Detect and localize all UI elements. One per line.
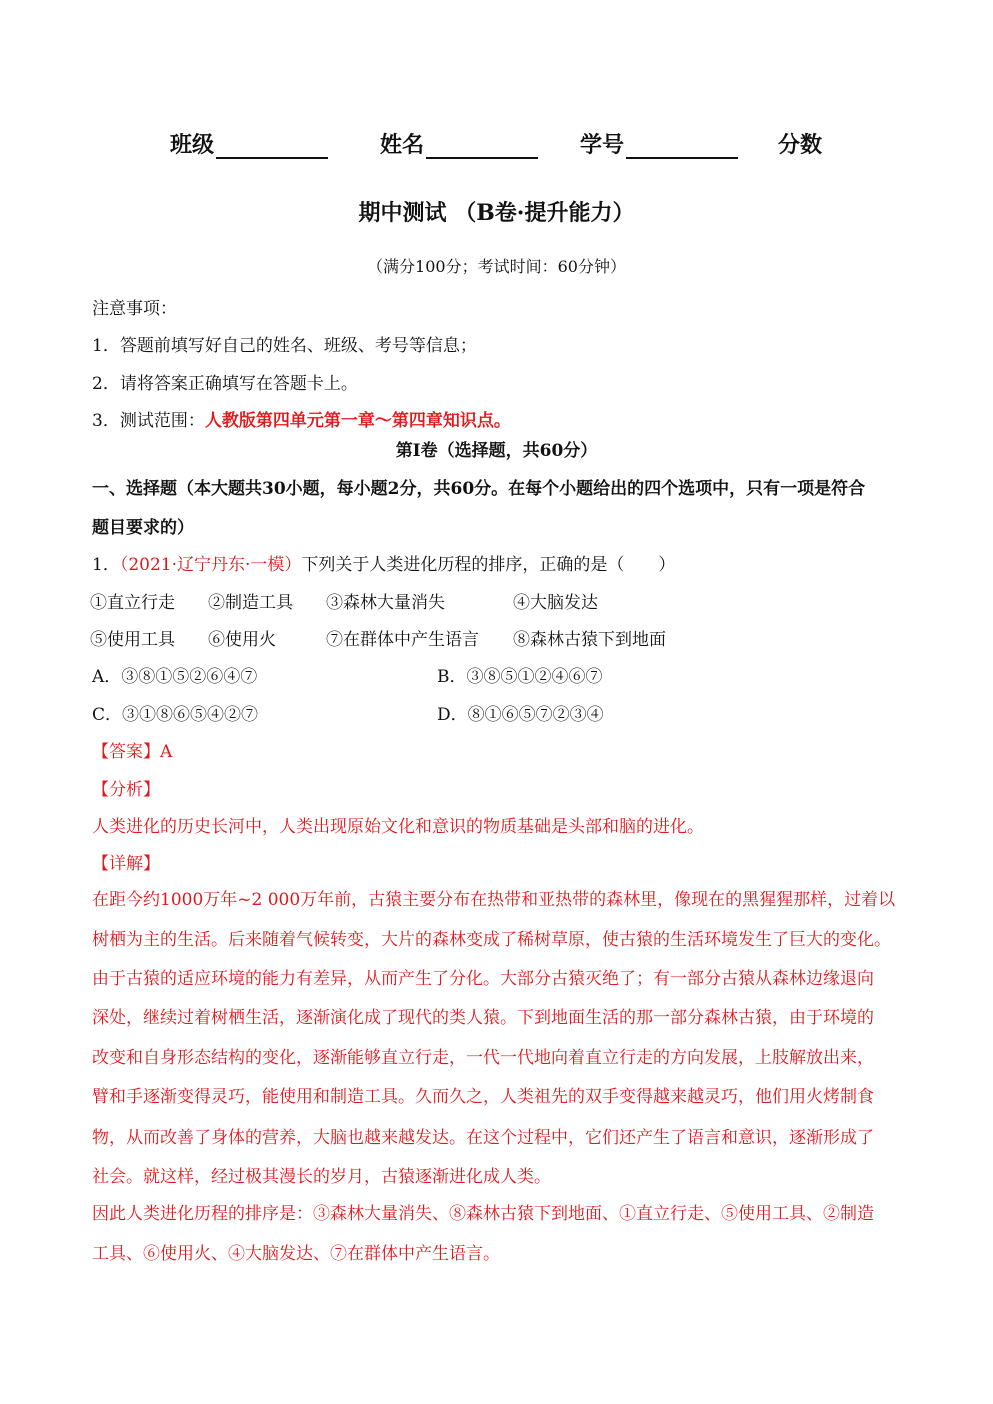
question-source: （2021·辽宁丹东·一模） [119,555,302,575]
detail-line: 由于古猿的适应环境的能力有差异，从而产生了分化。大部分古猿灭绝了；有一部分古猿从森林边缘退向 [92,969,874,989]
analysis-label: 【分析】 [92,780,160,800]
detail-label: 【详解】 [92,854,160,874]
student-info-row [0,128,993,168]
notice-item-2: 2．请将答案正确填写在答题卡上。 [92,374,358,394]
item-8: ⑧森林古猿下到地面 [513,630,666,650]
item-1: ①直立行走 [90,593,175,613]
detail-line: 树栖为主的生活。后来随着气候转变，大片的森林变成了稀树草原，使古猿的生活环境发生了巨大的变化。 [92,930,891,950]
score-label: 分数 [778,132,823,158]
detail-line: 在距今约1000万年~2 000万年前，古猿主要分布在热带和亚热带的森林里，像现在的黑猩猩那样，过着以 [92,890,896,910]
detail-line: 改变和自身形态结构的变化，逐渐能够直立行走，一代一代地向着直立行走的方向发展，上肢解放出来， [92,1048,874,1068]
notice-item-1: 1．答题前填写好自己的姓名、班级、考号等信息； [92,336,477,356]
detail-line: 因此人类进化历程的排序是：③森林大量消失、⑧森林古猿下到地面、①直立行走、⑤使用工具、②制造 [92,1204,874,1224]
option-c: C．③①⑧⑥⑤④②⑦ [92,705,259,725]
notice-heading: 注意事项： [92,299,177,319]
section-heading-line-1: 一、选择题（本大题共30小题，每小题2分，共60分。在每个小题给出的四个选项中，只有一项是符合 [92,479,866,499]
detail-line: 臂和手逐渐变得灵巧，能使用和制造工具。久而久之，人类祖先的双手变得越来越灵巧，他们用火烤制食 [92,1087,874,1107]
page-title: 期中测试 （B卷·提升能力） [358,200,635,226]
test-range: 人教版第四单元第一章～第四章知识点。 [204,411,511,431]
part-title: 第Ⅰ卷（选择题，共60分） [395,441,598,461]
option-b: B．③⑧⑤①②④⑥⑦ [437,667,603,687]
detail-line: 深处，继续过着树栖生活，逐渐演化成了现代的类人猿。下到地面生活的那一部分森林古猿，由于环境的 [92,1008,874,1028]
question-number: 1． [92,555,120,575]
section-heading-line-2: 题目要求的） [92,518,194,538]
name-label: 姓名 [380,132,425,158]
student-id-label: 学号 [580,132,625,158]
student-id-blank [626,133,738,159]
exam-info: （满分100分；考试时间：60分钟） [367,257,626,276]
detail-line: 社会。就这样，经过极其漫长的岁月，古猿逐渐进化成人类。 [92,1167,551,1187]
option-a: A．③⑧①⑤②⑥④⑦ [92,667,258,687]
class-blank [216,133,328,159]
detail-line: 工具、⑥使用火、④大脑发达、⑦在群体中产生语言。 [92,1244,500,1264]
name-field [380,128,538,159]
detail-line: 物，从而改善了身体的营养，大脑也越来越发达。在这个过程中，它们还产生了语言和意识，逐渐形成了 [92,1128,874,1148]
question-text: 下列关于人类进化历程的排序，正确的是（ ） [301,555,676,575]
item-6: ⑥使用火 [208,630,276,650]
question-1-stem [92,550,675,575]
class-field [170,128,328,159]
item-7: ⑦在群体中产生语言 [326,630,479,650]
item-2: ②制造工具 [208,593,293,613]
notice-item-3-prefix: 3．测试范围： [92,411,205,431]
analysis-text: 人类进化的历史长河中，人类出现原始文化和意识的物质基础是头部和脑的进化。 [92,817,704,837]
item-3: ③森林大量消失 [326,593,445,613]
option-d: D．⑧①⑥⑤⑦②③④ [437,705,604,725]
class-label: 班级 [170,132,215,158]
student-id-field [580,128,738,159]
notice-item-3 [92,406,511,431]
answer-label: 【答案】A [92,742,173,762]
score-field [778,128,822,159]
item-4: ④大脑发达 [513,593,598,613]
item-5: ⑤使用工具 [90,630,175,650]
name-blank [426,133,538,159]
